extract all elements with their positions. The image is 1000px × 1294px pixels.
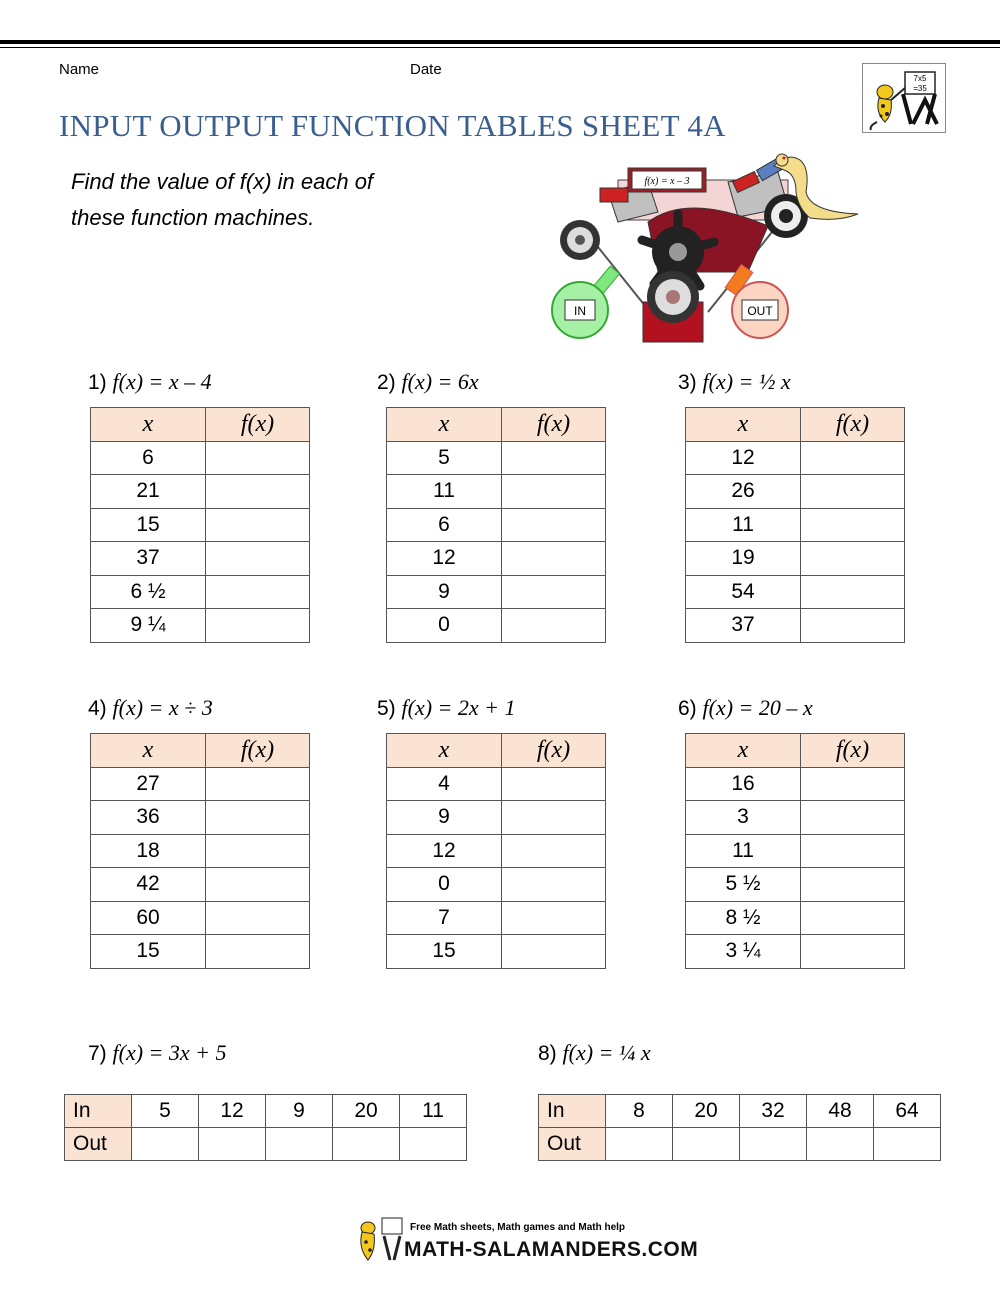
in-out-table-8 <box>538 1094 941 1161</box>
answer-cell[interactable] <box>502 767 606 801</box>
problem-1-label <box>88 369 212 395</box>
answer-cell[interactable] <box>801 935 905 969</box>
problem-6-number: 6) <box>678 697 697 720</box>
answer-cell[interactable] <box>502 935 606 969</box>
header-fx: f(x) <box>502 408 606 442</box>
top-rule <box>0 40 1000 44</box>
input-cell: 8 <box>606 1095 673 1128</box>
salamander-logo <box>862 63 946 133</box>
header-x: x <box>387 408 502 442</box>
answer-cell[interactable] <box>801 901 905 935</box>
answer-cell[interactable] <box>502 609 606 643</box>
problem-2-label <box>377 369 479 395</box>
in-out-table-7 <box>64 1094 467 1161</box>
header-x: x <box>91 734 206 768</box>
input-cell: 64 <box>874 1095 941 1128</box>
header-fx: f(x) <box>502 734 606 768</box>
problem-3-label <box>678 369 791 395</box>
problem-4-label <box>88 695 213 721</box>
answer-cell[interactable] <box>206 441 310 475</box>
footer-tagline: Free Math sheets, Math games and Math help <box>410 1222 626 1233</box>
problem-6-label <box>678 695 813 721</box>
input-cell: 16 <box>686 767 801 801</box>
header-fx: f(x) <box>206 408 310 442</box>
answer-cell[interactable] <box>502 475 606 509</box>
in-label: In <box>65 1095 132 1128</box>
answer-cell[interactable] <box>502 901 606 935</box>
input-cell: 0 <box>387 868 502 902</box>
name-label: Name <box>59 61 100 78</box>
answer-cell[interactable] <box>206 475 310 509</box>
answer-cell[interactable] <box>502 441 606 475</box>
footer-site: MATH-SALAMANDERS.COM <box>404 1238 699 1261</box>
answer-cell[interactable] <box>206 834 310 868</box>
function-table-4 <box>90 733 310 969</box>
answer-cell[interactable] <box>801 868 905 902</box>
input-cell: 8 ½ <box>686 901 801 935</box>
answer-cell[interactable] <box>801 609 905 643</box>
function-table-2 <box>386 407 606 643</box>
input-cell: 27 <box>91 767 206 801</box>
input-cell: 9 <box>266 1095 333 1128</box>
function-table-5 <box>386 733 606 969</box>
function-table-1 <box>90 407 310 643</box>
problem-3-function: f(x) = ½ x <box>702 369 791 394</box>
input-cell: 21 <box>91 475 206 509</box>
input-cell: 12 <box>199 1095 266 1128</box>
problem-4-number: 4) <box>88 697 107 720</box>
answer-cell[interactable] <box>801 834 905 868</box>
answer-cell[interactable] <box>206 767 310 801</box>
answer-cell[interactable] <box>502 801 606 835</box>
function-table-3 <box>685 407 905 643</box>
problem-2-function: f(x) = 6x <box>401 369 479 394</box>
answer-cell[interactable] <box>801 575 905 609</box>
answer-cell[interactable] <box>502 834 606 868</box>
input-cell: 3 <box>686 801 801 835</box>
input-cell: 37 <box>686 609 801 643</box>
function-machine-illustration <box>548 152 868 344</box>
input-cell: 15 <box>387 935 502 969</box>
input-cell: 20 <box>673 1095 740 1128</box>
input-cell: 7 <box>387 901 502 935</box>
header-x: x <box>91 408 206 442</box>
answer-cell[interactable] <box>206 508 310 542</box>
problem-8-function: f(x) = ¼ x <box>562 1040 651 1065</box>
input-cell: 0 <box>387 609 502 643</box>
input-cell: 18 <box>91 834 206 868</box>
input-cell: 42 <box>91 868 206 902</box>
out-label: Out <box>65 1128 132 1161</box>
answer-cell[interactable] <box>266 1128 333 1161</box>
answer-cell[interactable] <box>206 935 310 969</box>
answer-cell[interactable] <box>206 868 310 902</box>
input-cell: 9 <box>387 801 502 835</box>
answer-cell[interactable] <box>206 575 310 609</box>
answer-cell[interactable] <box>333 1128 400 1161</box>
input-cell: 11 <box>387 475 502 509</box>
instructions <box>71 164 431 236</box>
input-cell: 36 <box>91 801 206 835</box>
answer-cell[interactable] <box>807 1128 874 1161</box>
answer-cell[interactable] <box>502 542 606 576</box>
problem-7-function: f(x) = 3x + 5 <box>112 1040 227 1065</box>
answer-cell[interactable] <box>801 542 905 576</box>
instructions-line-2: these function machines. <box>71 205 315 230</box>
input-cell: 12 <box>387 542 502 576</box>
problem-7-number: 7) <box>88 1042 107 1065</box>
page-title: INPUT OUTPUT FUNCTION TABLES SHEET 4A <box>59 108 726 143</box>
top-rule-thin <box>0 47 1000 48</box>
header-x: x <box>686 408 801 442</box>
input-cell: 32 <box>740 1095 807 1128</box>
input-cell: 54 <box>686 575 801 609</box>
answer-cell[interactable] <box>606 1128 673 1161</box>
input-cell: 6 <box>387 508 502 542</box>
input-cell: 19 <box>686 542 801 576</box>
answer-cell[interactable] <box>801 475 905 509</box>
input-cell: 11 <box>400 1095 467 1128</box>
answer-cell[interactable] <box>206 609 310 643</box>
answer-cell[interactable] <box>502 575 606 609</box>
problem-3-number: 3) <box>678 371 697 394</box>
input-cell: 9 <box>387 575 502 609</box>
input-cell: 12 <box>387 834 502 868</box>
input-cell: 48 <box>807 1095 874 1128</box>
instructions-line-1: Find the value of f(x) in each of <box>71 169 374 194</box>
footer-logo <box>352 1214 699 1266</box>
header-fx: f(x) <box>206 734 310 768</box>
problem-1-number: 1) <box>88 371 107 394</box>
answer-cell[interactable] <box>801 801 905 835</box>
input-cell: 60 <box>91 901 206 935</box>
date-label: Date <box>410 61 442 78</box>
problem-8-number: 8) <box>538 1042 557 1065</box>
machine-rule: f(x) = x – 3 <box>644 176 690 187</box>
logo-top-text: 7x5 <box>913 74 927 83</box>
machine-out-label: OUT <box>747 304 773 318</box>
input-cell: 15 <box>91 508 206 542</box>
answer-cell[interactable] <box>206 901 310 935</box>
input-cell: 5 ½ <box>686 868 801 902</box>
problem-7-label <box>88 1040 227 1066</box>
input-cell: 12 <box>686 441 801 475</box>
answer-cell[interactable] <box>502 508 606 542</box>
answer-cell[interactable] <box>874 1128 941 1161</box>
input-cell: 11 <box>686 834 801 868</box>
answer-cell[interactable] <box>206 801 310 835</box>
header-x: x <box>686 734 801 768</box>
answer-cell[interactable] <box>502 868 606 902</box>
in-label: In <box>539 1095 606 1128</box>
problem-5-number: 5) <box>377 697 396 720</box>
answer-cell[interactable] <box>400 1128 467 1161</box>
header-fx: f(x) <box>801 734 905 768</box>
input-cell: 15 <box>91 935 206 969</box>
input-cell: 20 <box>333 1095 400 1128</box>
problem-5-label <box>377 695 516 721</box>
input-cell: 6 <box>91 441 206 475</box>
answer-cell[interactable] <box>206 542 310 576</box>
input-cell: 37 <box>91 542 206 576</box>
problem-4-function: f(x) = x ÷ 3 <box>112 695 213 720</box>
problem-2-number: 2) <box>377 371 396 394</box>
input-cell: 26 <box>686 475 801 509</box>
answer-cell[interactable] <box>199 1128 266 1161</box>
input-cell: 4 <box>387 767 502 801</box>
header-fx: f(x) <box>801 408 905 442</box>
problem-5-function: f(x) = 2x + 1 <box>401 695 516 720</box>
answer-cell[interactable] <box>801 441 905 475</box>
problem-1-function: f(x) = x – 4 <box>112 369 212 394</box>
function-table-6 <box>685 733 905 969</box>
answer-cell[interactable] <box>801 767 905 801</box>
answer-cell[interactable] <box>132 1128 199 1161</box>
input-cell: 3 ¼ <box>686 935 801 969</box>
out-label: Out <box>539 1128 606 1161</box>
input-cell: 9 ¼ <box>91 609 206 643</box>
machine-in-label: IN <box>574 304 586 318</box>
answer-cell[interactable] <box>740 1128 807 1161</box>
input-cell: 11 <box>686 508 801 542</box>
problem-8-label <box>538 1040 651 1066</box>
problem-6-function: f(x) = 20 – x <box>702 695 813 720</box>
answer-cell[interactable] <box>801 508 905 542</box>
input-cell: 5 <box>132 1095 199 1128</box>
logo-bottom-text: =35 <box>913 84 927 93</box>
answer-cell[interactable] <box>673 1128 740 1161</box>
input-cell: 6 ½ <box>91 575 206 609</box>
input-cell: 5 <box>387 441 502 475</box>
header-x: x <box>387 734 502 768</box>
